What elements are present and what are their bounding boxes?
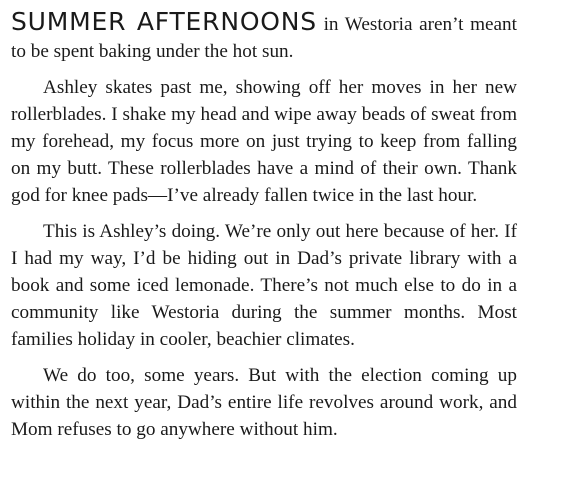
book-page bbox=[11, 8, 517, 443]
body-paragraph-3: We do too, some years. But with the election coming up within the next year, Dad’s entire life revolves around work, and Mom refuses to go anywhere without him. bbox=[11, 365, 517, 440]
body-paragraph-2: This is Ashley’s doing. We’re only out here because of her. If I had my way, I’d be hiding out in Dad’s private library with a book and some iced lemonade. There’s not much else to do in a community like Westoria during the summer months. Most families holiday in cooler, beachier climates. bbox=[11, 221, 517, 350]
opening-text: in Westoria aren’t meant to be spent baking under the hot sun. bbox=[11, 14, 517, 62]
opening-paragraph bbox=[11, 8, 517, 65]
body-paragraph-1: Ashley skates past me, showing off her moves in her new rollerblades. I shake my head and wipe away beads of sweat from my forehead, my focus more on just trying to keep from falling on my butt. These rollerblades have a mind of their own. Thank god for knee pads—I’ve already fallen twice in the last hour. bbox=[11, 77, 517, 206]
chapter-lead-in: SUMMER AFTERNOONS bbox=[11, 7, 317, 36]
